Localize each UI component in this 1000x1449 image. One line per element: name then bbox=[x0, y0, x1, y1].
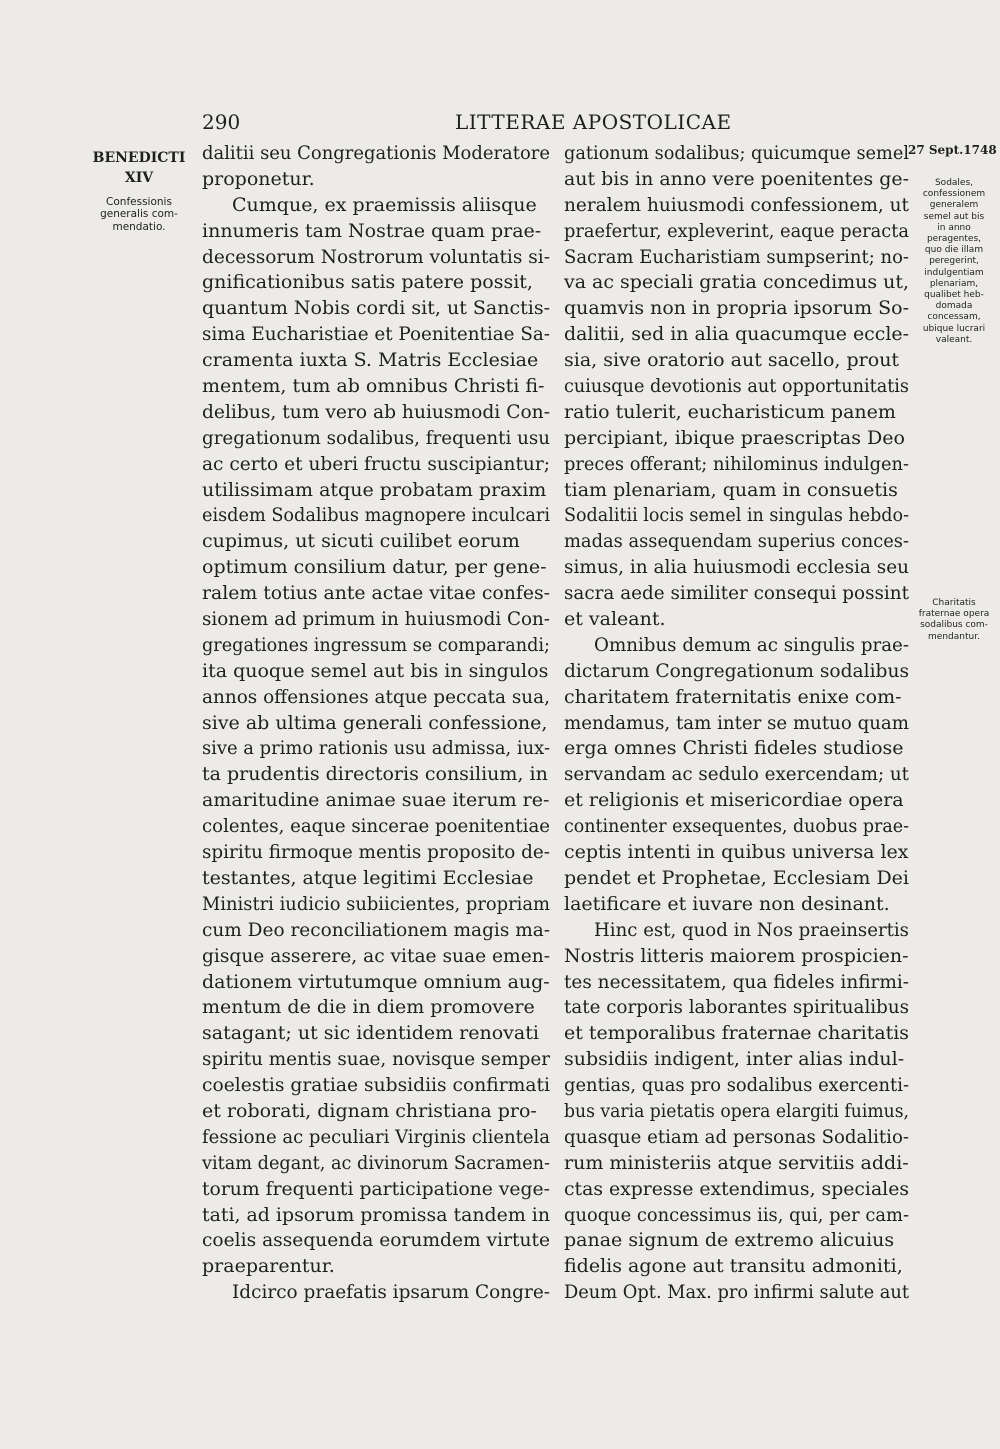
text-line: ubique lucrari bbox=[922, 323, 986, 334]
text-line: Deum Opt. Max. pro infirmi salute aut bbox=[564, 1281, 909, 1304]
text-line: tate corporis laborantes spiritualibus bbox=[564, 996, 909, 1019]
text-line: BENEDICTI bbox=[92, 150, 186, 166]
text-line: testantes, atque legitimi Ecclesiae bbox=[202, 866, 534, 889]
text-line: optimum consilium datur, per gene- bbox=[202, 556, 547, 579]
text-line: dalitii, sed in alia quacumque eccle- bbox=[564, 323, 909, 346]
text-line: gisque asserere, ac vitae suae emen- bbox=[202, 944, 550, 967]
text-line: continenter exsequentes, duobus prae- bbox=[564, 815, 909, 838]
text-line: ac certo et uberi fructu suscipiantur; bbox=[202, 452, 550, 475]
text-line: tes necessitatem, qua fideles infirmi- bbox=[564, 970, 909, 993]
text-line: concessam, bbox=[927, 312, 981, 323]
text-line: spiritu mentis suae, novisque semper bbox=[202, 1048, 550, 1071]
text-line: aut bis in anno vere poenitentes ge- bbox=[564, 167, 909, 190]
text-line: ratio tulerit, eucharisticum panem bbox=[564, 400, 896, 423]
text-line: simus, in alia huiusmodi ecclesia seu bbox=[564, 556, 909, 579]
text-line: pendet et Prophetae, Ecclesiam Dei bbox=[564, 866, 909, 889]
margin-note-right-1 bbox=[912, 178, 996, 346]
text-line: servandam ac sedulo exercendam; ut bbox=[564, 763, 909, 786]
text-line: sive ab ultima generali confessione, bbox=[202, 711, 548, 734]
text-line: Omnibus demum ac singulis prae- bbox=[594, 633, 909, 656]
text-line: erga omnes Christi fideles studiose bbox=[564, 737, 904, 760]
text-line: fessione ac peculiari Virginis clientela bbox=[202, 1125, 550, 1148]
text-line: preces offerant; nihilominus indulgen- bbox=[564, 452, 909, 475]
text-line: gationum sodalibus; quicumque semel bbox=[564, 142, 909, 164]
text-line: tati, ad ipsorum promissa tandem in bbox=[202, 1203, 550, 1226]
text-line: bus varia pietatis opera elargiti fuimus, bbox=[564, 1099, 909, 1122]
text-line: praeparentur. bbox=[202, 1255, 335, 1278]
text-line: dalitii seu Congregationis Moderatore bbox=[202, 142, 550, 164]
text-line: sionem ad primum in huiusmodi Con- bbox=[202, 608, 550, 631]
text-line: semel aut bis bbox=[923, 211, 985, 222]
text-line: ta prudentis directoris consilium, in bbox=[202, 763, 548, 786]
text-column-left bbox=[202, 141, 550, 1306]
text-line: gentias, quas pro sodalibus exercenti- bbox=[564, 1074, 909, 1097]
text-line: gnificationibus satis patere possit, bbox=[202, 271, 533, 294]
text-line: quantum Nobis cordi sit, ut Sanctis- bbox=[202, 297, 550, 320]
text-line: coelestis gratiae subsidiis confirmati bbox=[202, 1074, 550, 1097]
text-line: peregerint, bbox=[929, 256, 979, 267]
text-line: quamvis non in propria ipsorum So- bbox=[564, 297, 909, 320]
text-line: praefertur, expleverint, eaque peracta bbox=[564, 219, 909, 242]
text-line: decessorum Nostrorum voluntatis si- bbox=[202, 245, 550, 268]
text-line: proponetur. bbox=[202, 167, 315, 190]
text-line: indulgentiam bbox=[924, 267, 984, 278]
text-line: ceptis intenti in quibus universa lex bbox=[564, 841, 909, 864]
text-line: torum frequenti participatione vege- bbox=[202, 1177, 550, 1200]
text-line: et valeant. bbox=[564, 608, 666, 631]
text-line: Confessionis bbox=[106, 196, 172, 208]
text-line: plenariam, bbox=[929, 278, 979, 289]
text-line: dationem virtutumque omnium aug- bbox=[202, 970, 550, 993]
text-line: gregationum sodalibus, frequenti usu bbox=[202, 426, 550, 449]
text-line: sia, sive oratorio aut sacello, prout bbox=[564, 349, 900, 372]
page-number: 290 bbox=[202, 110, 241, 134]
text-line: generalem bbox=[929, 200, 979, 211]
text-line: quoque concessimus iis, qui, per cam- bbox=[564, 1203, 909, 1226]
text-line: gregationes ingressum se comparandi; bbox=[202, 633, 550, 656]
text-line: ralem totius ante actae vitae confes- bbox=[202, 582, 550, 605]
text-line: utilissimam atque probatam praxim bbox=[202, 478, 547, 501]
text-line: confessionem bbox=[922, 189, 986, 200]
text-line: spiritu firmoque mentis proposito de- bbox=[202, 841, 550, 864]
text-line: et religionis et misericordiae opera bbox=[564, 789, 904, 812]
text-line: satagant; ut sic identidem renovati bbox=[202, 1022, 539, 1045]
text-line: innumeris tam Nostrae quam prae- bbox=[202, 219, 542, 242]
text-line: Ministri iudicio subiicientes, propriam bbox=[202, 892, 550, 915]
text-line: rum ministeriis atque servitiis addi- bbox=[564, 1151, 909, 1174]
text-line: charitatem fraternitatis enixe com- bbox=[564, 685, 902, 708]
text-line: XIV bbox=[124, 170, 154, 186]
margin-date: 27 Sept.1748 bbox=[908, 143, 997, 157]
text-column-right bbox=[564, 141, 909, 1306]
text-line: mendatio. bbox=[112, 220, 166, 233]
text-line: fraternae opera bbox=[918, 609, 990, 620]
margin-note-right-2 bbox=[912, 598, 996, 643]
text-line: fidelis agone aut transitu admoniti, bbox=[564, 1255, 903, 1278]
text-line: cramenta iuxta S. Matris Ecclesiae bbox=[202, 349, 539, 372]
text-line: neralem huiusmodi confessionem, ut bbox=[564, 193, 909, 216]
text-line: et temporalibus fraternae charitatis bbox=[564, 1022, 909, 1045]
text-line: domada bbox=[935, 301, 973, 312]
text-line: delibus, tum vero ab huiusmodi Con- bbox=[202, 400, 550, 423]
text-line: amaritudine animae suae iterum re- bbox=[202, 789, 550, 812]
text-line: et roborati, dignam christiana pro- bbox=[202, 1099, 537, 1122]
text-line: mentem, tum ab omnibus Christi fi- bbox=[202, 375, 545, 398]
text-line: mendantur. bbox=[928, 631, 980, 642]
text-line: subsidiis indigent, inter alias indul- bbox=[564, 1048, 905, 1071]
text-line: cuiusque devotionis aut opportunitatis bbox=[564, 375, 909, 398]
text-line: generalis com- bbox=[100, 208, 178, 221]
margin-author bbox=[84, 148, 194, 188]
text-line: va ac speciali gratia concedimus ut, bbox=[564, 271, 909, 294]
text-line: percipiant, ibique praescriptas Deo bbox=[564, 426, 905, 449]
text-line: colentes, eaque sincerae poenitentiae bbox=[202, 815, 550, 838]
text-line: eisdem Sodalibus magnopere inculcari bbox=[202, 504, 550, 527]
text-line: Cumque, ex praemissis aliisque bbox=[232, 193, 537, 216]
text-line: Sacram Eucharistiam sumpserint; no- bbox=[564, 245, 909, 268]
text-line: coelis assequenda eorumdem virtute bbox=[202, 1229, 550, 1252]
text-line: sodalibus com- bbox=[920, 620, 988, 631]
text-line: Idcirco praefatis ipsarum Congre- bbox=[232, 1281, 550, 1304]
text-line: madas assequendam superius conces- bbox=[564, 530, 909, 553]
text-line: Hinc est, quod in Nos praeinsertis bbox=[594, 918, 909, 941]
text-line: laetificare et iuvare non desinant. bbox=[564, 892, 890, 915]
text-line: cum Deo reconciliationem magis ma- bbox=[202, 918, 550, 941]
running-title: LITTERAE APOSTOLICAE bbox=[455, 110, 732, 134]
margin-note-left bbox=[84, 196, 194, 233]
text-line: Nostris litteris maiorem prospicien- bbox=[564, 944, 909, 967]
text-line: dictarum Congregationum sodalibus bbox=[564, 659, 909, 682]
text-line: tiam plenariam, quam in consuetis bbox=[564, 478, 898, 501]
text-line: Sodales, bbox=[934, 178, 974, 188]
text-line: peragentes, bbox=[926, 234, 982, 245]
text-line: sacra aede similiter consequi possint bbox=[564, 582, 909, 605]
text-line: quasque etiam ad personas Sodalitio- bbox=[564, 1125, 909, 1148]
text-line: mentum de die in diem promovere bbox=[202, 996, 535, 1019]
text-line: ctas expresse extendimus, speciales bbox=[564, 1177, 909, 1200]
text-line: cupimus, ut sicuti cuilibet eorum bbox=[202, 530, 520, 553]
text-line: valeant. bbox=[935, 334, 973, 345]
text-line: sive a primo rationis usu admissa, iux- bbox=[202, 737, 550, 760]
text-line: Sodalitii locis semel in singulas hebdo- bbox=[564, 504, 909, 527]
text-line: annos offensiones atque peccata sua, bbox=[202, 685, 550, 708]
text-line: quo die illam bbox=[924, 245, 984, 256]
text-line: in anno bbox=[937, 222, 971, 233]
text-line: vitam degant, ac divinorum Sacramen- bbox=[202, 1151, 550, 1174]
text-line: sima Eucharistiae et Poenitentiae Sa- bbox=[202, 323, 550, 346]
text-line: ita quoque semel aut bis in singulos bbox=[202, 659, 549, 682]
text-line: Charitatis bbox=[932, 598, 976, 608]
text-line: mendamus, tam inter se mutuo quam bbox=[564, 711, 909, 734]
text-line: qualibet heb- bbox=[924, 290, 984, 301]
text-line: panae signum de extremo alicuius bbox=[564, 1229, 895, 1252]
